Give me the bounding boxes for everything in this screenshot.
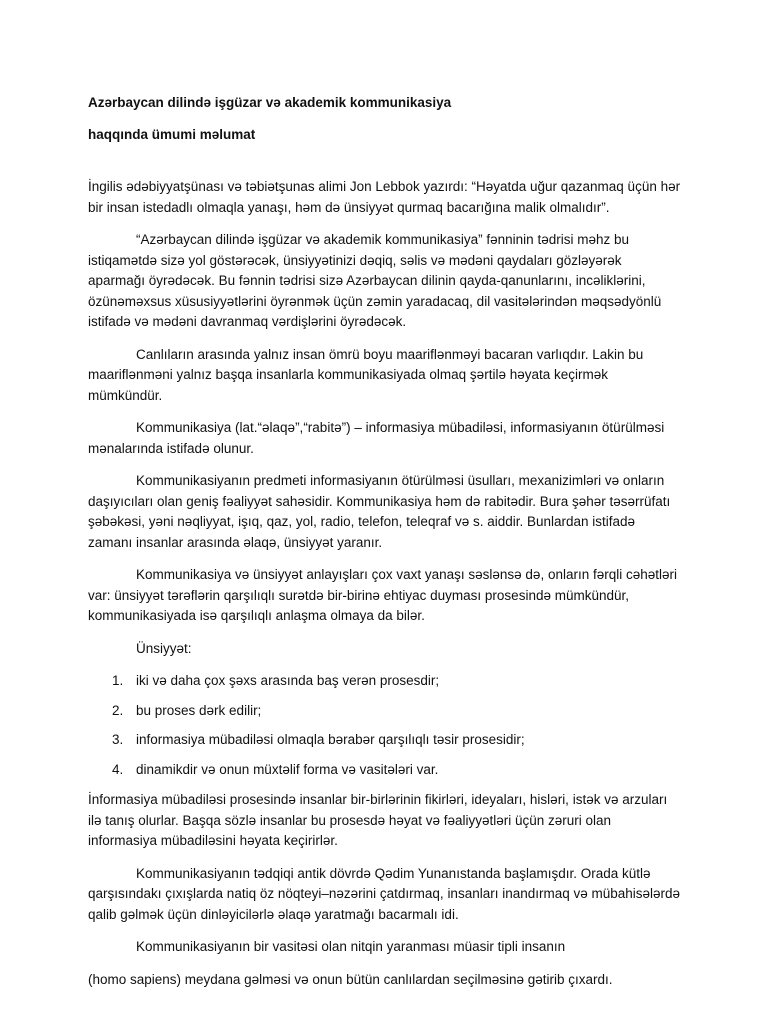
list-item — [88, 671, 682, 692]
document-title-line-1: Azərbaycan dilində işgüzar və akademik kommunikasiya — [88, 95, 452, 110]
list-item-number: 1. — [112, 673, 124, 688]
document-title-line-2: haqqında ümumi məlumat — [88, 127, 256, 142]
paragraph-human-learning: Canlıların arasında yalnız insan ömrü boyu maariflənməyi bacaran varlıqdır. Lakin bu maariflənməni yalnız başqa insanlarla kommunikasiyada olmaq şərtilə həyata keçirmək mümkündür. — [88, 346, 644, 403]
numbered-list — [88, 671, 682, 780]
list-item — [88, 701, 682, 722]
list-item — [88, 730, 682, 751]
paragraph-homo-sapiens: (homo sapiens) meydana gəlməsi və onun bütün canlılardan seçilməsinə gətirib çıxardı. — [88, 971, 613, 987]
list-item-text: informasiya mübadiləsi olmaqla bərabər qarşılıqlı təsir prosesidir; — [136, 732, 525, 747]
paragraph-communication-definition: Kommunikasiya (lat.“əlaqə”,“rabitə”) – informasiya mübadiləsi, informasiyanın ötürülməsi mənalarında istifadə olunur. — [88, 420, 665, 456]
paragraph-course-purpose: “Azərbaycan dilində işgüzar və akademik kommunikasiya” fənninin tədrisi məhz bu istiqamətdə sizə yol göstərəcək, ünsiyyətinizi dəqiq, səlis və mədəni qaydaları gözləyərək aparmağı öyrədəcək. Bu fənnin tədrisi sizə Azərbaycan dilinin qayda-qanunlarını, incəliklərini, özünəməxsus xüsusiyyətlərini öyrənmək üçün zəmin yaradacaq, dil vasitələrindən məqsədyönlü istifadə və mədəni davranmaq vərdişlərini öyrədəcək. — [88, 232, 662, 329]
paragraph-ancient-greece: Kommunikasiyanın tədqiqi antik dövrdə Qədim Yunanıstanda başlamışdır. Orada kütlə qarşısındakı çıxışlarda natiq öz nöqteyi–nəzərini çatdırmaq, insanları inandırmaq və mübahisələrdə qalib gəlmək üçün dinləyicilərlə əlaqə yaratmağı bacarmalı idi. — [88, 865, 681, 922]
list-item-text: bu proses dərk edilir; — [136, 702, 262, 718]
list-item-number: 2. — [112, 702, 124, 718]
paragraph-intro-quote: İngilis ədəbiyyatşünası və təbiətşunas alimi Jon Lebbok yazırdı: “Həyatda uğur qazanmaq üçün hər bir insan istedadlı olmaqla yanaşı, həm də ünsiyyət qurmaq bacarığına malik olmalıdır”. — [88, 179, 681, 215]
list-item-text: iki və daha çox şəxs arasında baş verən prosesdir; — [136, 673, 440, 688]
paragraph-communication-vs-interaction: Kommunikasiya və ünsiyyət anlayışları çox vaxt yanaşı səslənsə də, onların fərqli cəhətləri var: ünsiyyət tərəflərin qarşılıqlı surətdə bir-birinə ehtiyac duyması prosesində mümkündür, kommunikasiyada isə qarşılıqlı anlaşma olmaya da bilər. — [88, 567, 678, 623]
list-item-text: dinamikdir və onun müxtəlif forma və vasitələri var. — [136, 761, 439, 777]
paragraph-communication-subject: Kommunikasiyanın predmeti informasiyanın ötürülməsi üsulları, mexanizimləri və onların daşıyıcıları olan geniş fəaliyyət sahəsidir. Kommunikasiya həm də rabitədir. Bura şəhər təsərrüfatı şəbəkəsi, yəni nəqliyyat, işıq, qaz, yol, radio, telefon, teleqraf və s. aiddir. Bunlardan istifadə zamanı insanlar arasında əlaqə, ünsiyyət yaranır. — [88, 473, 671, 550]
paragraph-list-heading: Ünsiyyət: — [136, 640, 192, 656]
list-item-number: 3. — [112, 732, 124, 747]
list-item — [88, 760, 682, 781]
list-item-number: 4. — [112, 761, 124, 777]
paragraph-information-exchange: İnformasiya mübadiləsi prosesində insanlar bir-birlərinin fikirləri, ideyaları, hisləri, istək və arzuları ilə tanış olurlar. Başqa sözlə insanlar bu prosesdə həyat və fəaliyyətləri üçün zəruri olan informasiya mübadiləsini həyata keçirirlər. — [88, 792, 668, 848]
paragraph-speech-origin: Kommunikasiyanın bir vasitəsi olan nitqin yaranması müasir tipli insanın — [136, 939, 566, 954]
